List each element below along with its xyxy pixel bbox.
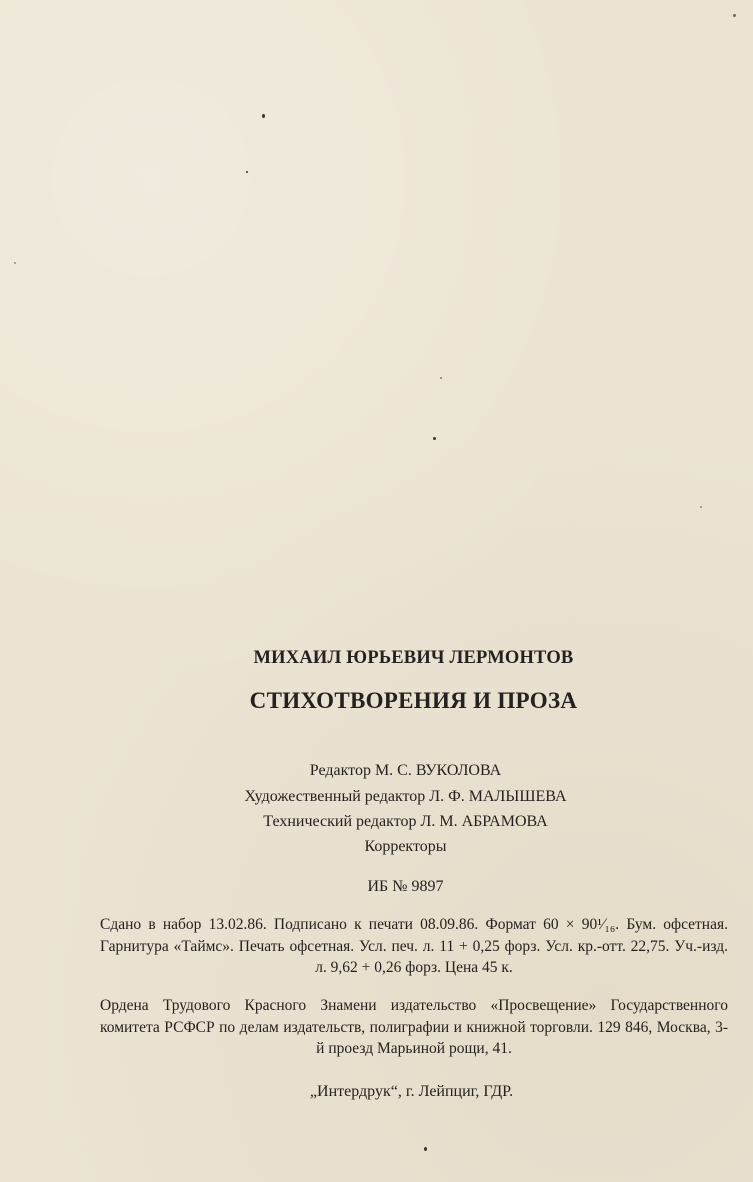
book-author: МИХАИЛ ЮРЬЕВИЧ ЛЕРМОНТОВ [253,648,574,668]
publisher-info: Ордена Трудового Красного Знамени издательство «Просвещение» Государственного комитета РСФСР по делам издательств, полиграфии и книжной торговли. 129 846, Москва, 3-й проезд Марьиной рощи, 41. [100,997,728,1057]
print-details: Сдано в набор 13.02.86. Подписано к печати 08.09.86. Формат 60 × 90¹⁄₁₆. Бум. офсетная. Гарнитура «Таймс». Печать офсетная. Усл. печ. л. 11 + 0,25 форз. Усл. кр.-отт. 22,75. Уч.-изд. л. 9,62 + 0,26 форз. Цена 45 к. [100,916,728,976]
book-title: СТИХОТВОРЕНИЯ И ПРОЗА [249,688,578,713]
paper-speck [440,377,442,379]
paper-speck [14,262,16,264]
paper-speck [733,14,736,17]
editor-credit: Редактор М. С. ВУКОЛОВА [309,762,502,779]
paper-speck [700,506,702,508]
proofreaders-credit: Корректоры [364,838,447,855]
paper-speck [424,1147,427,1151]
ib-number: ИБ № 9897 [367,878,444,895]
paper-speck [433,437,436,440]
printer-info: „Интердрук“, г. Лейпциг, ГДР. [309,1083,514,1100]
tech-editor-credit: Технический редактор Л. М. АБРАМОВА [263,813,548,830]
art-editor-credit: Художественный редактор Л. Ф. МАЛЫШЕВА [244,788,567,805]
paper-speck [262,114,265,118]
paper-speck [246,171,248,173]
